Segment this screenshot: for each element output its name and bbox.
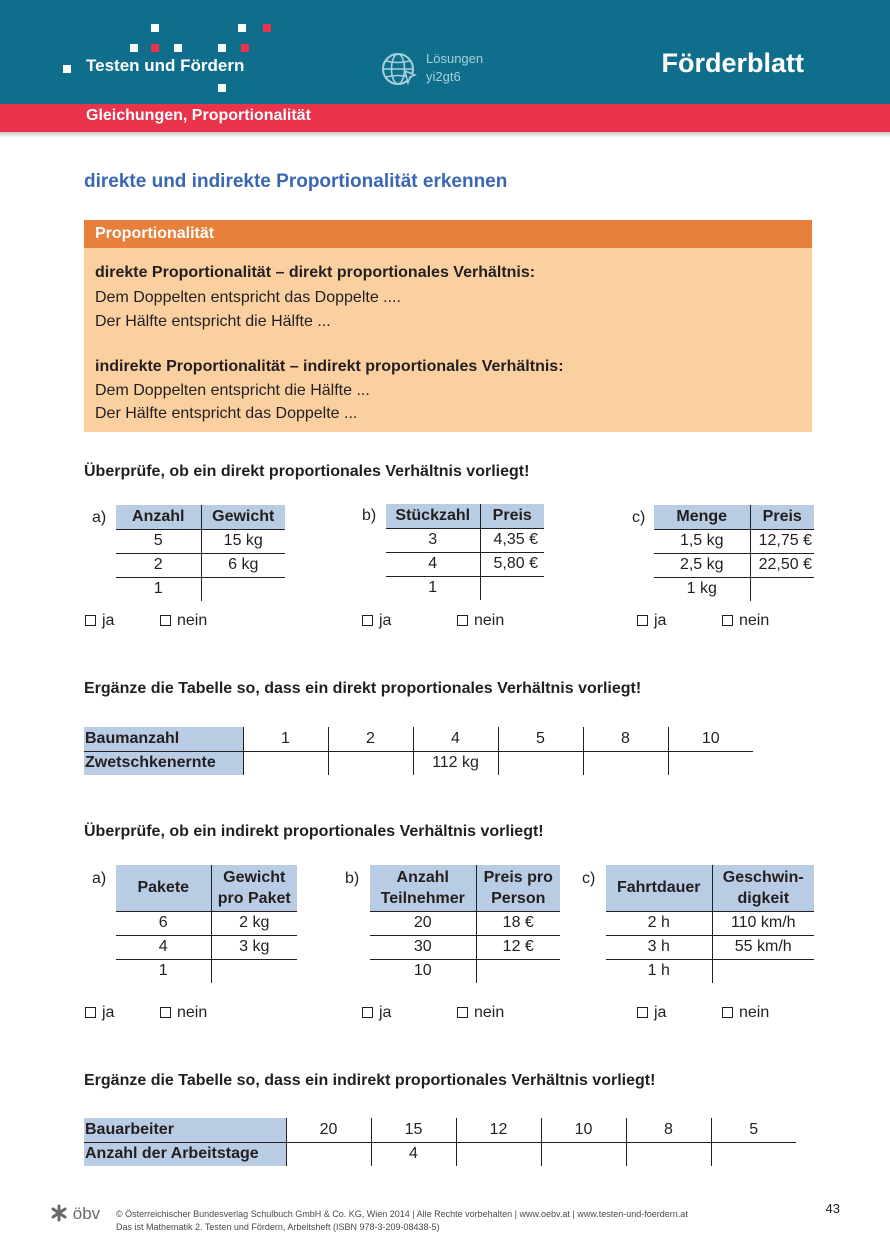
checkbox-label: nein: [177, 612, 208, 629]
table-cell: 4: [413, 727, 498, 751]
logo-square: [151, 24, 159, 32]
indirect-heading: indirekte Proportionalität – indirekt proportionales Verhältnis:: [95, 358, 564, 375]
checkbox-icon[interactable]: [85, 615, 96, 626]
table-row: [116, 959, 297, 983]
table-cell: 2: [116, 553, 201, 577]
table-cell: 12,75 €: [750, 529, 814, 553]
checkbox-label: ja: [102, 1004, 115, 1021]
task3-a-table: [116, 865, 297, 983]
column-header: [211, 865, 297, 911]
column-header-line: Preis pro: [483, 868, 553, 886]
task3-c-yes-checkbox[interactable]: [637, 1004, 666, 1022]
table-row: [116, 911, 297, 935]
column-header: Pakete: [116, 865, 211, 911]
answer-cell[interactable]: [480, 576, 544, 600]
column-header-line: Geschwin-: [722, 868, 804, 886]
table-cell: 10: [668, 727, 753, 751]
table-row: [654, 577, 814, 601]
task1-b-table: [386, 504, 544, 600]
table-cell: 112 kg: [413, 751, 498, 775]
answer-cell[interactable]: [583, 751, 668, 775]
globe-icon[interactable]: [381, 51, 417, 87]
table-cell: 1: [116, 577, 201, 601]
table-cell: 3 kg: [211, 935, 297, 959]
answer-cell[interactable]: [201, 577, 285, 601]
table-row: [370, 935, 560, 959]
task3-a-letter: a): [92, 870, 107, 887]
divider: [0, 132, 890, 138]
checkbox-icon[interactable]: [362, 615, 373, 626]
table-cell: 2 h: [606, 911, 712, 935]
task1-instruction: Überprüfe, ob ein direkt proportionales Verhältnis vorliegt!: [84, 463, 530, 480]
task3-c-no-checkbox[interactable]: [722, 1004, 769, 1022]
task3-b-table: [370, 865, 560, 983]
table-row: [84, 727, 753, 751]
logo-square: [218, 84, 226, 92]
logo-square: [130, 44, 138, 52]
logo-square: [263, 24, 271, 32]
table-row: [606, 911, 814, 935]
task1-c-table: [654, 505, 814, 601]
table-cell: 18 €: [476, 911, 560, 935]
task1-a-letter: a): [92, 509, 107, 526]
task2-instruction: Ergänze die Tabelle so, dass ein direkt proportionales Verhältnis vorliegt!: [84, 680, 642, 697]
table-cell: 1,5 kg: [654, 529, 750, 553]
answer-cell[interactable]: [328, 751, 413, 775]
table-row: [116, 529, 285, 553]
info-box: [84, 220, 812, 432]
table-cell: 6 kg: [201, 553, 285, 577]
checkbox-icon[interactable]: [160, 1007, 171, 1018]
table-cell: 6: [116, 911, 211, 935]
publisher-logo: [50, 1204, 100, 1224]
checkbox-label: nein: [474, 612, 505, 629]
indirect-line-1: Dem Doppelten entspricht die Hälfte ...: [95, 382, 370, 399]
task3-b-yes-checkbox[interactable]: [362, 1004, 391, 1022]
table-cell: 10: [370, 959, 476, 983]
answer-cell[interactable]: [211, 959, 297, 983]
answer-cell[interactable]: [498, 751, 583, 775]
task3-b-letter: b): [345, 870, 360, 887]
table-cell: 22,50 €: [750, 553, 814, 577]
table-cell: 1: [386, 576, 480, 600]
answer-cell[interactable]: [626, 1142, 711, 1166]
topic-title: Gleichungen, Proportionalität: [86, 107, 311, 124]
checkbox-icon[interactable]: [457, 615, 468, 626]
logo-text: öbv: [72, 1204, 101, 1223]
table-cell: 4: [386, 552, 480, 576]
solutions-code[interactable]: yi2gt6: [426, 69, 461, 84]
checkbox-label: nein: [177, 1004, 208, 1021]
table-row: [370, 911, 560, 935]
answer-cell[interactable]: [286, 1142, 371, 1166]
answer-cell[interactable]: [711, 1142, 796, 1166]
column-header-line: Person: [491, 889, 546, 907]
table-cell: 1 h: [606, 959, 712, 983]
task1-c-yes-checkbox[interactable]: [637, 612, 666, 630]
task3-a-yes-checkbox[interactable]: [85, 1004, 114, 1022]
column-header-line: Anzahl: [396, 868, 449, 886]
checkbox-icon[interactable]: [362, 1007, 373, 1018]
table-cell: 2 kg: [211, 911, 297, 935]
answer-cell[interactable]: [668, 751, 753, 775]
table-cell: 8: [626, 1118, 711, 1142]
sheet-type-title: Förderblatt: [661, 48, 804, 78]
table-cell: 110 km/h: [712, 911, 814, 935]
checkbox-icon[interactable]: [160, 615, 171, 626]
answer-cell[interactable]: [243, 751, 328, 775]
answer-cell[interactable]: [712, 959, 814, 983]
task1-b-yes-checkbox[interactable]: [362, 612, 391, 630]
table-cell: 55 km/h: [712, 935, 814, 959]
table-cell: 5,80 €: [480, 552, 544, 576]
column-header: [712, 865, 814, 911]
indirect-line-2: Der Hälfte entspricht das Doppelte ...: [95, 405, 358, 422]
table-cell: 2,5 kg: [654, 553, 750, 577]
page-number: 43: [825, 1201, 840, 1216]
table-cell: 8: [583, 727, 668, 751]
table-row: [84, 1142, 796, 1166]
column-header-line: Teilnehmer: [380, 889, 465, 907]
task3-c-letter: c): [582, 870, 596, 887]
logo-square: [241, 44, 249, 52]
table-row: [386, 528, 544, 552]
column-header: [370, 865, 476, 911]
table-cell: 5: [711, 1118, 796, 1142]
task1-a-no-checkbox[interactable]: [160, 612, 207, 630]
column-header-line: Gewicht: [223, 868, 286, 886]
answer-cell[interactable]: [476, 959, 560, 983]
answer-cell[interactable]: [750, 577, 814, 601]
solutions-label: Lösungen: [426, 51, 484, 66]
table-cell: 1: [116, 959, 211, 983]
table-row: [84, 751, 753, 775]
checkbox-label: ja: [102, 612, 115, 629]
task2-table: [84, 727, 753, 775]
checkbox-label: ja: [379, 612, 392, 629]
column-header: Preis: [750, 505, 814, 529]
column-header: Stückzahl: [386, 504, 480, 528]
table-cell: 20: [286, 1118, 371, 1142]
table-cell: 1 kg: [654, 577, 750, 601]
row-label: Baumanzahl: [84, 727, 243, 751]
logo-square: [238, 24, 246, 32]
table-cell: 20: [370, 911, 476, 935]
task3-c-table: [606, 865, 814, 983]
column-header: Menge: [654, 505, 750, 529]
column-header: [476, 865, 560, 911]
table-row: [116, 577, 285, 601]
task1-b-letter: b): [362, 507, 377, 524]
table-cell: 10: [541, 1118, 626, 1142]
table-row: [116, 553, 285, 577]
table-cell: 3: [386, 528, 480, 552]
row-label: Zwetschkenernte: [84, 751, 243, 775]
row-label: Anzahl der Arbeitstage: [84, 1142, 286, 1166]
logo-square: [174, 44, 182, 52]
table-cell: 30: [370, 935, 476, 959]
checkbox-label: ja: [654, 1004, 667, 1021]
task3-a-no-checkbox[interactable]: [160, 1004, 207, 1022]
star-icon: [50, 1204, 68, 1222]
table-cell: 1: [243, 727, 328, 751]
copyright-line: © Österreichischer Bundesverlag Schulbuch GmbH & Co. KG, Wien 2014 | Alle Rechte vorbehalten | www.oebv.at | www.testen-und-foerdern.at: [116, 1209, 688, 1219]
brand-name: Testen und Fördern: [86, 56, 245, 75]
column-header: Fahrtdauer: [606, 865, 712, 911]
checkbox-icon[interactable]: [722, 615, 733, 626]
direct-heading: direkte Proportionalität – direkt proportionales Verhältnis:: [95, 264, 536, 281]
checkbox-label: nein: [739, 1004, 770, 1021]
task1-c-no-checkbox[interactable]: [722, 612, 769, 630]
table-cell: 4,35 €: [480, 528, 544, 552]
table-cell: 2: [328, 727, 413, 751]
checkbox-icon[interactable]: [85, 1007, 96, 1018]
answer-cell[interactable]: [541, 1142, 626, 1166]
logo-square: [63, 65, 71, 73]
table-cell: 15 kg: [201, 529, 285, 553]
task3-b-no-checkbox[interactable]: [457, 1004, 504, 1022]
table-row: [606, 935, 814, 959]
direct-line-1: Dem Doppelten entspricht das Doppelte ....: [95, 289, 401, 306]
table-cell: 3 h: [606, 935, 712, 959]
table-cell: 5: [116, 529, 201, 553]
direct-line-2: Der Hälfte entspricht die Hälfte ...: [95, 313, 331, 330]
task1-b-no-checkbox[interactable]: [457, 612, 504, 630]
table-row: [370, 959, 560, 983]
table-row: [386, 576, 544, 600]
checkbox-icon[interactable]: [457, 1007, 468, 1018]
table-row: [116, 935, 297, 959]
logo-square: [218, 44, 226, 52]
task1-c-letter: c): [632, 509, 646, 526]
checkbox-icon[interactable]: [637, 1007, 648, 1018]
table-row: [654, 529, 814, 553]
header-bar: [0, 0, 890, 104]
table-row: [654, 553, 814, 577]
table-cell: 4: [371, 1142, 456, 1166]
task4-table: [84, 1118, 796, 1166]
task3-instruction: Überprüfe, ob ein indirekt proportionales Verhältnis vorliegt!: [84, 823, 544, 840]
column-header: Anzahl: [116, 505, 201, 529]
task1-a-table: [116, 505, 285, 601]
checkbox-label: ja: [379, 1004, 392, 1021]
isbn-line: Das ist Mathematik 2. Testen und Fördern, Arbeitsheft (ISBN 978-3-209-08438-5): [116, 1222, 440, 1232]
column-header-line: pro Paket: [217, 889, 291, 907]
table-row: [84, 1118, 796, 1142]
checkbox-label: nein: [474, 1004, 505, 1021]
table-row: [606, 959, 814, 983]
checkbox-icon[interactable]: [722, 1007, 733, 1018]
column-header-line: digkeit: [737, 889, 790, 907]
checkbox-label: nein: [739, 612, 770, 629]
table-row: [386, 552, 544, 576]
checkbox-label: ja: [654, 612, 667, 629]
info-box-title: Proportionalität: [84, 220, 812, 248]
row-label: Bauarbeiter: [84, 1118, 286, 1142]
table-cell: 4: [116, 935, 211, 959]
table-cell: 15: [371, 1118, 456, 1142]
logo-square: [151, 44, 159, 52]
page-title: direkte und indirekte Proportionalität erkennen: [84, 171, 508, 192]
table-cell: 12 €: [476, 935, 560, 959]
column-header: Gewicht: [201, 505, 285, 529]
task4-instruction: Ergänze die Tabelle so, dass ein indirekt proportionales Verhältnis vorliegt!: [84, 1072, 656, 1089]
checkbox-icon[interactable]: [637, 615, 648, 626]
task1-a-yes-checkbox[interactable]: [85, 612, 114, 630]
table-cell: 12: [456, 1118, 541, 1142]
column-header: Preis: [480, 504, 544, 528]
table-cell: 5: [498, 727, 583, 751]
answer-cell[interactable]: [456, 1142, 541, 1166]
